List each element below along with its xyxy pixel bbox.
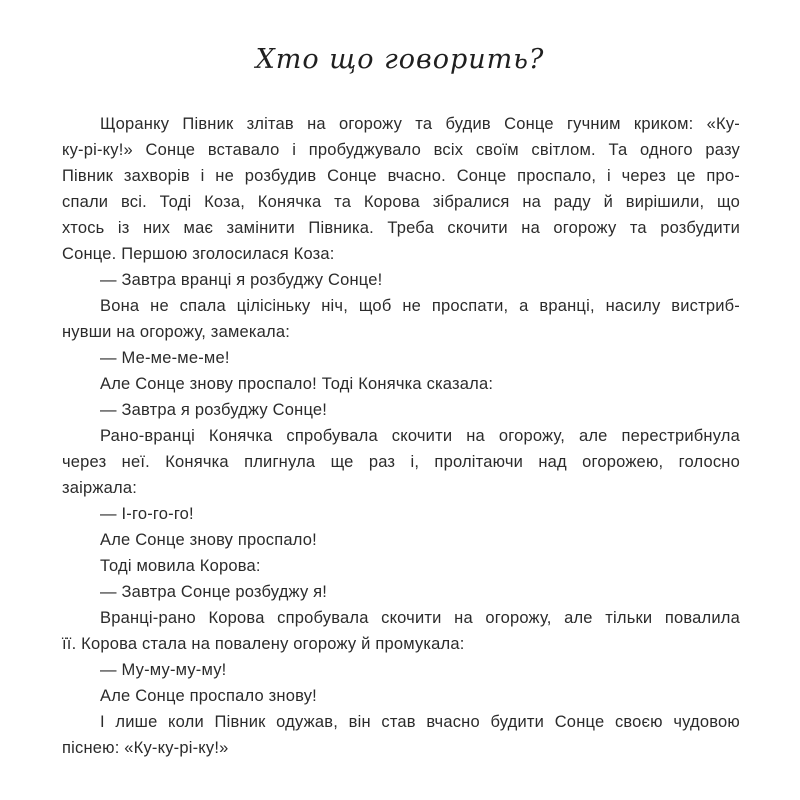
- text-line: хтось із них має замінити Півника. Треба скочити на огорожу та розбудити: [62, 219, 740, 237]
- text-line: піснею: «Ку-ку-рі-ку!»: [62, 739, 229, 757]
- text-line: Але Сонце проспало знову!: [100, 687, 317, 705]
- paragraph: [62, 709, 740, 761]
- text-line: Вона не спала цілісіньку ніч, щоб не проспати, а вранці, насилу вистриб-: [100, 297, 740, 315]
- text-line: Сонце. Першою зголосилася Коза:: [62, 245, 335, 263]
- text-line: спали всі. Тоді Коза, Конячка та Корова зібралися на раду й вирішили, що: [62, 193, 740, 211]
- text-line: Рано-вранці Конячка спробувала скочити на огорожу, але перестрибнула: [100, 427, 740, 445]
- paragraph: [62, 605, 740, 657]
- paragraph: [62, 397, 740, 423]
- text-line: Але Сонце знову проспало!: [100, 531, 317, 549]
- text-line: через неї. Конячка плигнула ще раз і, пролітаючи над огорожею, голосно: [62, 453, 740, 471]
- text-line: — І-го-го-го!: [100, 505, 194, 523]
- paragraph: [62, 293, 740, 345]
- paragraph: [62, 527, 740, 553]
- paragraph: [62, 423, 740, 501]
- text-line: Але Сонце знову проспало! Тоді Конячка сказала:: [100, 375, 494, 393]
- text-line: Півник захворів і не розбудив Сонце вчасно. Сонце проспало, і через це про-: [62, 167, 740, 185]
- paragraph: [62, 657, 740, 683]
- text-line: — Завтра я розбуджу Сонце!: [100, 401, 328, 419]
- paragraph: [62, 501, 740, 527]
- text-line: її. Корова стала на повалену огорожу й промукала:: [62, 635, 465, 653]
- text-line: — Завтра вранці я розбуджу Сонце!: [100, 271, 383, 289]
- text-line: заіржала:: [62, 479, 137, 497]
- text-line: — Завтра Сонце розбуджу я!: [100, 583, 328, 601]
- paragraph: [62, 267, 740, 293]
- paragraph: [62, 579, 740, 605]
- story-text: [62, 111, 740, 761]
- text-line: — Му-му-му-му!: [100, 661, 227, 679]
- text-line: нувши на огорожу, замекала:: [62, 323, 291, 341]
- text-line: Тоді мовила Корова:: [100, 557, 261, 575]
- text-line: Щоранку Півник злітав на огорожу та будив Сонце гучним криком: «Ку-: [100, 115, 740, 133]
- paragraph: [62, 553, 740, 579]
- paragraph: [62, 345, 740, 371]
- text-line: ку-рі-ку!» Сонце вставало і пробуджувало всіх своїм світлом. Та одного разу: [62, 141, 740, 159]
- paragraph: [62, 111, 740, 267]
- text-line: І лише коли Півник одужав, він став вчасно будити Сонце своєю чудовою: [100, 713, 740, 731]
- text-line: Вранці-рано Корова спробувала скочити на огорожу, але тільки повалила: [100, 609, 740, 627]
- text-line: — Ме-ме-ме-ме!: [100, 349, 230, 367]
- paragraph: [62, 683, 740, 709]
- story-title: Хто що говорить?: [255, 44, 545, 75]
- paragraph: [62, 371, 740, 397]
